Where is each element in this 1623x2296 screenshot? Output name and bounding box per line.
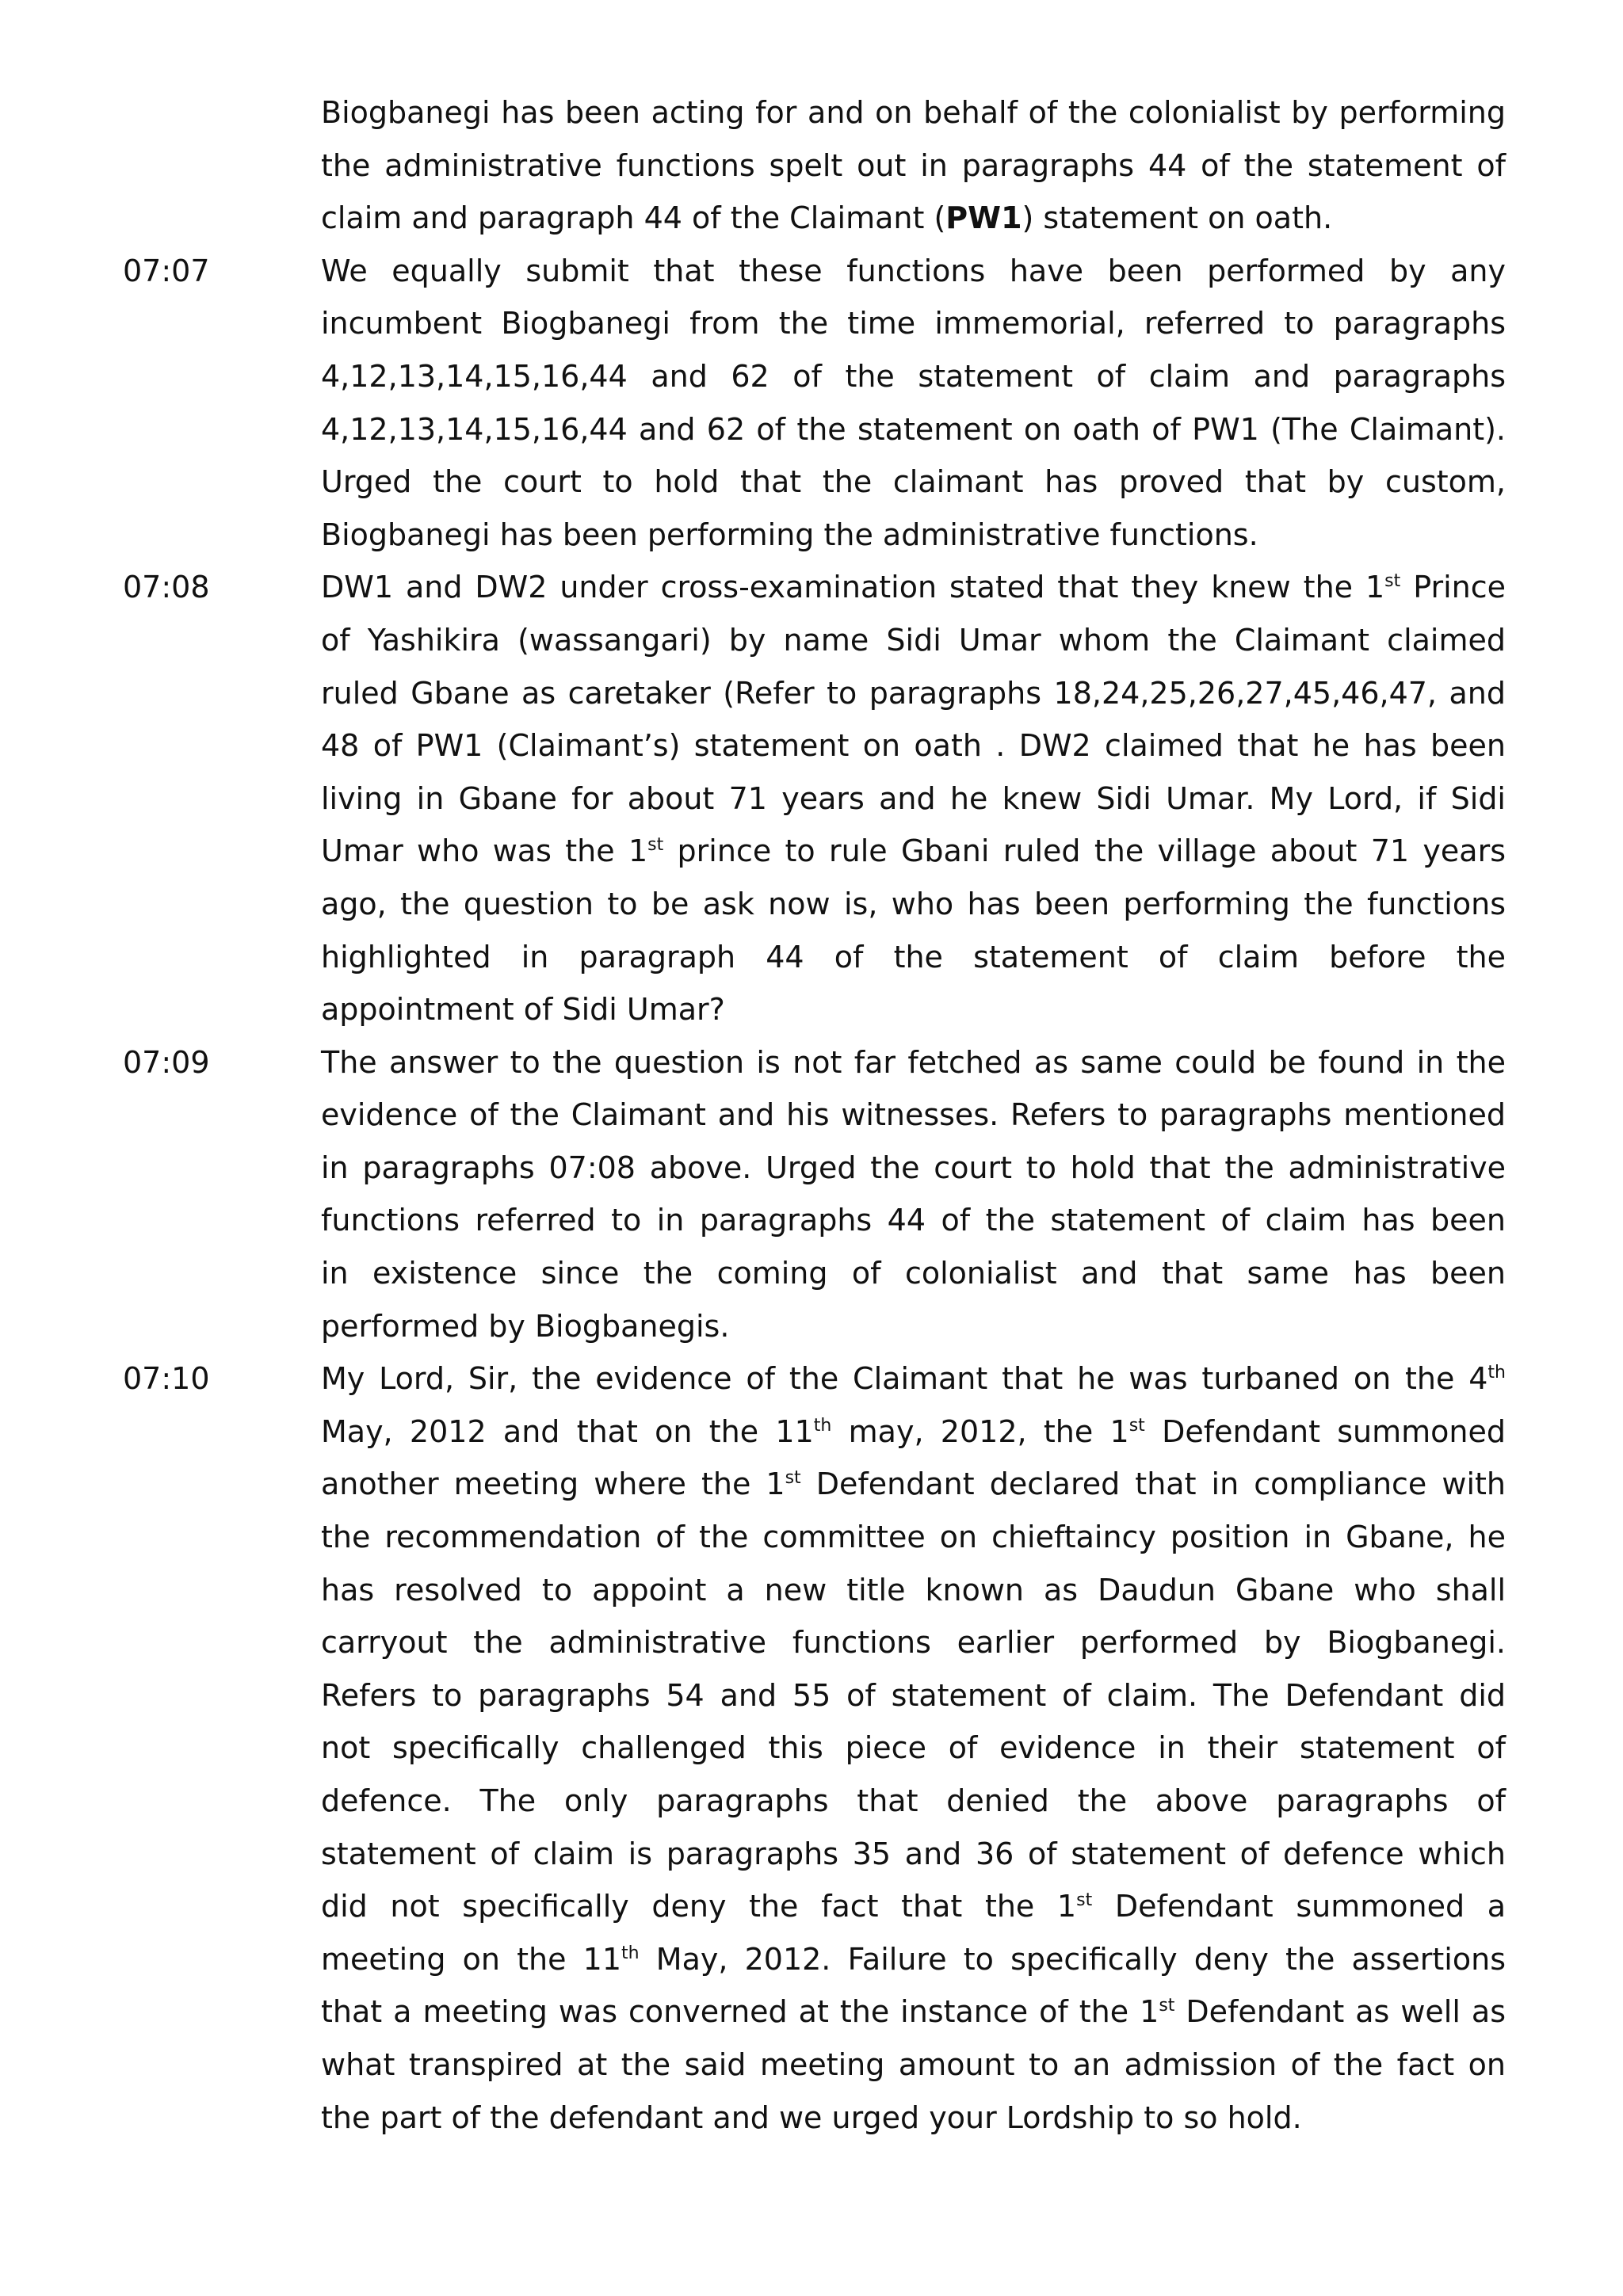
text-line: The answer to the question is not far fetched as same could be found in the: [321, 1044, 1506, 1080]
text-line: Umar who was the 1st prince to rule Gbani ruled the village about 71 years: [321, 833, 1506, 869]
text-line: Refers to paragraphs 54 and 55 of statement of claim. The Defendant did: [321, 1677, 1506, 1713]
ordinal-superscript: st: [647, 835, 664, 856]
text-line: the recommendation of the committee on chieftaincy position in Gbane, he: [321, 1520, 1506, 1555]
ordinal-superscript: st: [1384, 571, 1401, 592]
text-line: Biogbanegi has been performing the administrative functions.: [321, 517, 1258, 552]
ordinal-superscript: st: [1159, 1996, 1175, 2016]
text-line: the administrative functions spelt out in paragraphs 44 of the statement of: [321, 147, 1506, 183]
bold-text: PW1: [945, 200, 1022, 236]
text-line: did not specifically deny the fact that the 1st Defendant summoned a: [321, 1889, 1506, 1924]
text-line: 4,12,13,14,15,16,44 and 62 of the statement of claim and paragraphs: [321, 358, 1506, 394]
paragraph-text: [321, 245, 1506, 562]
text-line: 48 of PW1 (Claimant’s) statement on oath . DW2 claimed that he has been: [321, 728, 1506, 764]
paragraph-07-10: [0, 1352, 1623, 2144]
text-line: that a meeting was converned at the instance of the 1st Defendant as well as: [321, 1994, 1506, 2030]
paragraph-07-08: [0, 561, 1623, 1035]
text-line: in paragraphs 07:08 above. Urged the court to hold that the administrative: [321, 1150, 1506, 1185]
text-line: incumbent Biogbanegi from the time immemorial, referred to paragraphs: [321, 306, 1506, 341]
ordinal-superscript: st: [1128, 1415, 1145, 1436]
ordinal-superscript: th: [1487, 1363, 1506, 1383]
text-line: evidence of the Claimant and his witnesses. Refers to paragraphs mentioned: [321, 1097, 1506, 1133]
paragraph-number: 07:07: [123, 253, 210, 288]
text-line: appointment of Sidi Umar?: [321, 992, 725, 1028]
paragraph-text: [321, 561, 1506, 1035]
text-line: highlighted in paragraph 44 of the statement of claim before the: [321, 939, 1506, 974]
text-line: Urged the court to hold that the claimant has proved that by custom,: [321, 464, 1506, 500]
text-line: DW1 and DW2 under cross-examination stated that they knew the 1st Prince: [321, 570, 1506, 605]
ordinal-superscript: th: [813, 1415, 832, 1436]
paragraph-text: [321, 1352, 1506, 2144]
text-line: ago, the question to be ask now is, who has been performing the functions: [321, 886, 1506, 921]
text-line: We equally submit that these functions have been performed by any: [321, 253, 1506, 288]
text-line: statement of claim is paragraphs 35 and 36 of statement of defence which: [321, 1836, 1506, 1871]
text-line: May, 2012 and that on the 11th may, 2012, the 1st Defendant summoned: [321, 1413, 1507, 1449]
text-line: claim and paragraph 44 of the Claimant (PW1) statement on oath.: [321, 200, 1333, 236]
paragraph-text: [321, 86, 1506, 245]
paragraph-number: 07:09: [123, 1044, 210, 1080]
ordinal-superscript: st: [785, 1468, 801, 1489]
text-line: functions referred to in paragraphs 44 of the statement of claim has been: [321, 1203, 1506, 1238]
text-line: of Yashikira (wassangari) by name Sidi Umar whom the Claimant claimed: [321, 622, 1506, 658]
text-line: 4,12,13,14,15,16,44 and 62 of the statement on oath of PW1 (The Claimant).: [321, 411, 1506, 447]
text-line: Biogbanegi has been acting for and on behalf of the colonialist by performing: [321, 95, 1506, 130]
text-line: what transpired at the said meeting amount to an admission of the fact on: [321, 2046, 1506, 2082]
text-line: My Lord, Sir, the evidence of the Claimant that he was turbaned on the 4th: [321, 1361, 1506, 1397]
ordinal-superscript: th: [621, 1943, 640, 1963]
text-line: meeting on the 11th May, 2012. Failure to specifically deny the assertions: [321, 1941, 1506, 1977]
ordinal-superscript: st: [1076, 1890, 1093, 1911]
paragraph-07-07: [0, 245, 1623, 562]
text-line: performed by Biogbanegis.: [321, 1308, 730, 1344]
text-line: living in Gbane for about 71 years and he knew Sidi Umar. My Lord, if Sidi: [321, 780, 1506, 816]
paragraph-continuation: [0, 86, 1623, 245]
body-text: [0, 86, 1623, 2144]
text-line: defence. The only paragraphs that denied the above paragraphs of: [321, 1783, 1506, 1818]
text-line: ruled Gbane as caretaker (Refer to paragraphs 18,24,25,26,27,45,46,47, and: [321, 675, 1506, 711]
text-line: has resolved to appoint a new title known as Daudun Gbane who shall: [321, 1572, 1506, 1608]
paragraph-07-09: [0, 1036, 1623, 1353]
text-line: carryout the administrative functions earlier performed by Biogbanegi.: [321, 1625, 1506, 1661]
text-line: the part of the defendant and we urged your Lordship to so hold.: [321, 2100, 1302, 2135]
text-line: in existence since the coming of colonialist and that same has been: [321, 1256, 1506, 1291]
paragraph-number: 07:08: [123, 570, 210, 605]
text-line: not specifically challenged this piece of evidence in their statement of: [321, 1730, 1506, 1766]
paragraph-number: 07:10: [123, 1361, 210, 1397]
text-line: another meeting where the 1st Defendant declared that in compliance with: [321, 1466, 1506, 1502]
paragraph-text: [321, 1036, 1506, 1353]
